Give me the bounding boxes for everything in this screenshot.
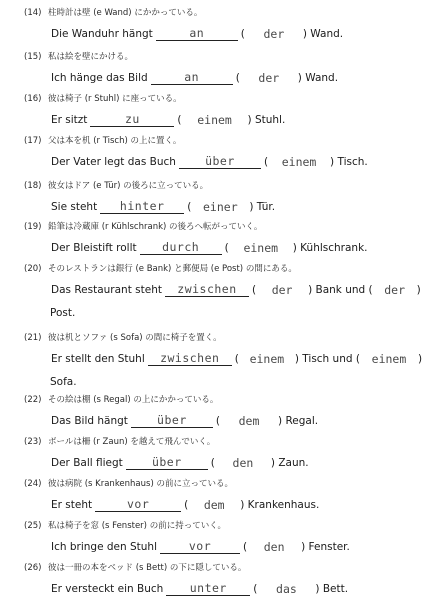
question-prompt (24, 395, 218, 406)
handwritten-article[interactable]: dem (238, 414, 260, 428)
sentence-rest: ) Tisch. (330, 156, 368, 168)
handwritten-answer: unter (189, 581, 227, 595)
sentence-start: Das Bild hängt (51, 415, 128, 427)
handwritten-answer: vor (126, 497, 150, 511)
handwritten-answer: zwischen (177, 282, 237, 296)
open-paren: ( (187, 201, 192, 213)
answer-blank[interactable] (160, 541, 240, 554)
answer-blank[interactable] (148, 353, 232, 366)
german-sentence (50, 352, 423, 366)
handwritten-answer: über (157, 413, 187, 427)
handwritten-article[interactable]: das (276, 582, 297, 596)
handwritten-article[interactable]: einem (281, 155, 317, 169)
question-number: (20) (24, 264, 42, 274)
question-number: (18) (24, 181, 42, 191)
sentence-start: Die Wanduhr hängt (51, 28, 153, 40)
handwritten-answer: an (189, 26, 205, 40)
question-japanese: 私は絵を壁にかける。 (48, 52, 134, 62)
sentence-rest: ) Krankenhaus. (240, 499, 320, 511)
sentence-start: Das Restaurant steht (51, 284, 162, 296)
handwritten-article[interactable]: dem (203, 498, 225, 512)
handwritten-answer: vor (188, 539, 212, 553)
answer-blank[interactable] (179, 156, 261, 169)
question-japanese: 彼は一冊の本をベッド (s Bett) の下に隠している。 (48, 563, 247, 573)
open-paren: ( (243, 541, 248, 553)
question-japanese: 彼は机とソファ (s Sofa) の間に椅子を置く。 (48, 333, 222, 343)
sentence-start: Der Ball fliegt (51, 457, 123, 469)
handwritten-article[interactable]: einem (243, 241, 279, 255)
sentence-rest: ) Stuhl. (247, 114, 286, 126)
question-number: (25) (24, 521, 42, 531)
question-number: (19) (24, 222, 42, 232)
sentence-rest: ) Bank und ( (308, 284, 373, 296)
question-prompt (24, 8, 202, 19)
question-number: (16) (24, 94, 42, 104)
question-prompt (24, 222, 262, 233)
open-paren: ( (177, 114, 182, 126)
answer-blank[interactable] (156, 28, 238, 41)
german-sentence (50, 71, 339, 85)
sentence-start: Der Bleistift rollt (51, 242, 137, 254)
handwritten-answer: an (184, 70, 200, 84)
answer-blank[interactable] (165, 284, 249, 297)
german-sentence (50, 283, 422, 297)
open-paren: ( (240, 28, 245, 40)
open-paren: ( (235, 72, 240, 84)
german-sentence (50, 155, 369, 169)
sentence-start: Der Vater legt das Buch (51, 156, 176, 168)
handwritten-article-second[interactable]: der (384, 283, 406, 297)
answer-blank[interactable] (126, 457, 208, 470)
answer-blank[interactable] (166, 583, 250, 596)
question-prompt (24, 437, 215, 448)
question-japanese: その絵は棚 (s Regal) の上にかかっている。 (48, 395, 219, 405)
handwritten-article[interactable]: der (271, 283, 293, 297)
handwritten-answer: durch (162, 240, 200, 254)
handwritten-article[interactable]: der (263, 27, 285, 41)
german-sentence (50, 200, 276, 214)
question-japanese: 彼は椅子 (r Stuhl) に座っている。 (48, 94, 182, 104)
question-number: (24) (24, 479, 42, 489)
german-sentence (50, 414, 319, 428)
question-prompt (24, 52, 133, 63)
question-prompt (24, 521, 226, 532)
answer-blank[interactable] (131, 415, 213, 428)
open-paren: ( (210, 457, 215, 469)
open-paren: ( (263, 156, 269, 168)
question-prompt (24, 136, 181, 147)
question-number: (21) (24, 333, 42, 343)
german-sentence (50, 540, 351, 554)
question-number: (14) (24, 8, 42, 18)
sentence-rest: ) Bett. (315, 583, 349, 595)
question-prompt (24, 479, 233, 490)
question-number: (22) (24, 395, 42, 405)
handwritten-answer: hinter (119, 199, 165, 213)
german-sentence (50, 27, 344, 41)
sentence-rest: ) Tür. (249, 201, 276, 213)
open-paren: ( (251, 284, 257, 296)
sentence-start: Ich hänge das Bild (51, 72, 148, 84)
sentence-start: Sie steht (51, 201, 98, 213)
sentence-start: Er sitzt (51, 114, 88, 126)
sentence-rest: ) Fenster. (301, 541, 350, 553)
sentence-rest: ) Kühlschrank. (292, 242, 368, 254)
handwritten-article[interactable]: den (232, 456, 254, 470)
german-sentence (50, 498, 320, 512)
question-japanese: 鉛筆は冷蔵庫 (r Kühlschrank) の後ろへ転がっていく。 (48, 222, 263, 232)
handwritten-article[interactable]: einem (249, 352, 285, 366)
handwritten-answer: zu (124, 112, 140, 126)
answer-blank[interactable] (140, 242, 222, 255)
german-sentence (50, 582, 349, 596)
open-paren: ( (234, 353, 239, 365)
sentence-start: Er stellt den Stuhl (51, 353, 145, 365)
question-number: (15) (24, 52, 42, 62)
question-prompt (24, 94, 182, 105)
sentence-start: Er steht (51, 499, 93, 511)
open-paren: ( (184, 499, 189, 511)
german-sentence (50, 113, 286, 127)
sentence-continuation: Sofa. (50, 376, 77, 388)
sentence-rest: ) Wand. (302, 28, 344, 40)
sentence-start: Ich bringe den Stuhl (51, 541, 158, 553)
close-paren: ) (417, 353, 423, 365)
answer-blank[interactable] (151, 72, 233, 85)
sentence-continuation: Post. (50, 307, 76, 319)
question-prompt (24, 264, 297, 275)
handwritten-article[interactable]: einem (197, 113, 232, 127)
question-prompt (24, 563, 246, 574)
german-sentence (50, 241, 369, 255)
answer-blank[interactable] (100, 201, 184, 214)
question-japanese: 父は本を机 (r Tisch) の上に置く。 (48, 136, 182, 146)
handwritten-article[interactable]: einer (203, 200, 238, 214)
question-japanese: 彼は病院 (s Krankenhaus) の前に立っている。 (48, 479, 233, 489)
question-prompt (24, 333, 222, 344)
sentence-rest: ) Zaun. (270, 457, 309, 469)
question-number: (17) (24, 136, 42, 146)
sentence-rest: ) Regal. (278, 415, 319, 427)
sentence-start: Er versteckt ein Buch (51, 583, 164, 595)
answer-blank[interactable] (95, 499, 181, 512)
handwritten-article-second[interactable]: einem (371, 352, 407, 366)
question-japanese: ボールは柵 (r Zaun) を越えて飛んでいく。 (48, 437, 216, 447)
open-paren: ( (253, 583, 258, 595)
handwritten-answer: über (205, 154, 235, 168)
handwritten-answer: über (151, 455, 182, 469)
handwritten-answer: zwischen (160, 351, 220, 365)
question-japanese: 彼女はドア (e Tür) の後ろに立っている。 (48, 181, 209, 191)
sentence-rest: ) Tisch und ( (294, 353, 360, 365)
question-number: (23) (24, 437, 42, 447)
open-paren: ( (215, 415, 221, 427)
question-prompt (24, 181, 208, 192)
open-paren: ( (224, 242, 229, 254)
question-number: (26) (24, 563, 42, 573)
handwritten-article[interactable]: der (258, 71, 280, 85)
question-japanese: 私は椅子を窓 (s Fenster) の前に持っていく。 (48, 521, 227, 531)
answer-blank[interactable] (90, 114, 174, 127)
question-japanese: 柱時計は壁 (e Wand) にかかっている。 (48, 8, 203, 18)
german-sentence (50, 456, 310, 470)
handwritten-article[interactable]: den (263, 540, 285, 554)
question-japanese: そのレストランは銀行 (e Bank) と郵便局 (e Post) の間にある。 (48, 264, 297, 274)
sentence-rest: ) Wand. (297, 72, 339, 84)
close-paren: ) (416, 284, 421, 296)
